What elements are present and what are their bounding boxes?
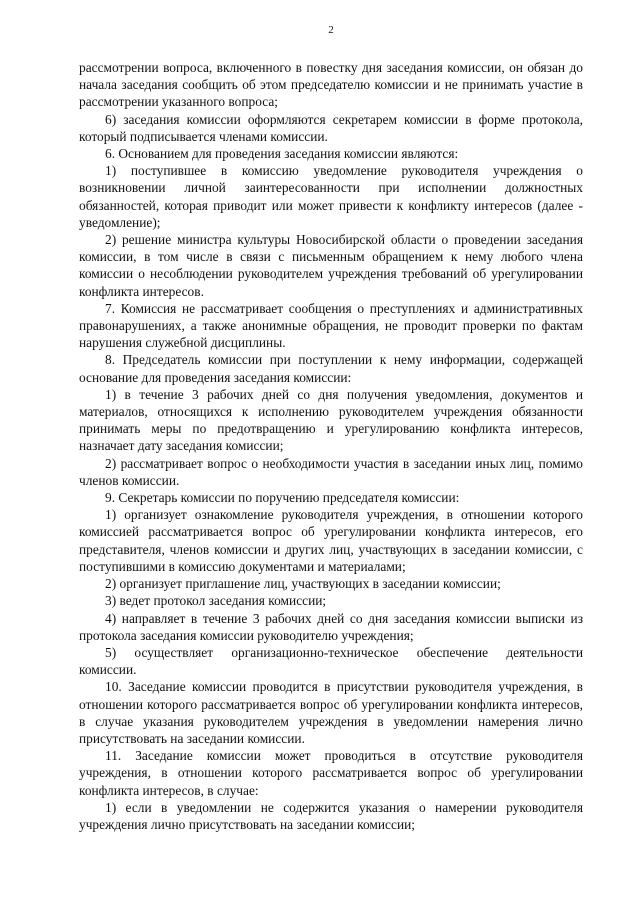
paragraph: 5) осуществляет организационно-техническое обеспечение деятельности комиссии.: [79, 644, 583, 678]
paragraph: 2) решение министра культуры Новосибирской области о проведении заседания комиссии, в том числе в связи с письменным обращением к нему любого члена комиссии о несоблюдении руководителем учреждения требований об урегулировании конфликта интересов.: [79, 232, 583, 299]
page-number: 2: [328, 24, 334, 36]
paragraph: 3) ведет протокол заседания комиссии;: [105, 593, 327, 609]
paragraph: рассмотрении вопроса, включенного в повестку дня заседания комиссии, он обязан до начала заседания сообщить об этом председателю комиссии и не принимать участие в рассмотрении указанного вопроса;: [79, 60, 583, 110]
paragraph: 1) организует ознакомление руководителя учреждения, в отношении которого комиссией рассматривается вопрос об урегулировании конфликта интересов, его представителя, членов комиссии и других лиц, участвующих в заседании комиссии, с поступившими в комиссию документами и материалами;: [79, 507, 583, 574]
paragraph: 1) поступившее в комиссию уведомление руководителя учреждения о возникновении личной заинтересованности при исполнении должностных обязанностей, которая приводит или может привести к конфликту интересов (далее - уведомление);: [79, 163, 583, 230]
document-body: [79, 59, 583, 833]
paragraph: 1) в течение 3 рабочих дней со дня получения уведомления, документов и материалов, относящихся к исполнению руководителем учреждения обязанности принимать меры по предотвращению и урегулированию конфликта интересов, назначает дату заседания комиссии;: [79, 386, 583, 454]
paragraph: 11. Заседание комиссии может проводиться в отсутствие руководителя учреждения, в отношении которого рассматривается вопрос об урегулировании конфликта интересов, в случае:: [79, 748, 583, 798]
paragraph: 1) если в уведомлении не содержится указания о намерении руководителя учреждения лично присутствовать на заседании комиссии;: [79, 799, 583, 832]
paragraph: 8. Председатель комиссии при поступлении к нему информации, содержащей основание для проведения заседания комиссии:: [79, 352, 583, 385]
paragraph: 10. Заседание комиссии проводится в присутствии руководителя учреждения, в отношении которого рассматривается вопрос об урегулировании конфликта интересов, в случае указания руководителем учреждения в уведомлении намерения лично присутствовать на заседании комиссии.: [79, 679, 583, 746]
paragraph: 6. Основанием для проведения заседания комиссии являются:: [105, 146, 459, 162]
paragraph: 9. Секретарь комиссии по поручению председателя комиссии:: [105, 490, 460, 506]
paragraph: 7. Комиссия не рассматривает сообщения о преступлениях и административных правонарушениях, а также анонимные обращения, не проводит проверки по фактам нарушения служебной дисциплины.: [79, 300, 583, 351]
paragraph: 2) организует приглашение лиц, участвующих в заседании комиссии;: [105, 576, 501, 592]
paragraph: 6) заседания комиссии оформляются секретарем комиссии в форме протокола, который подписывается членами комиссии.: [79, 111, 583, 144]
paragraph: 4) направляет в течение 3 рабочих дней со дня заседания комиссии выписки из протокола заседания комиссии руководителю учреждения;: [79, 610, 583, 643]
paragraph: 2) рассматривает вопрос о необходимости участия в заседании иных лиц, помимо членов комиссии.: [79, 455, 583, 488]
